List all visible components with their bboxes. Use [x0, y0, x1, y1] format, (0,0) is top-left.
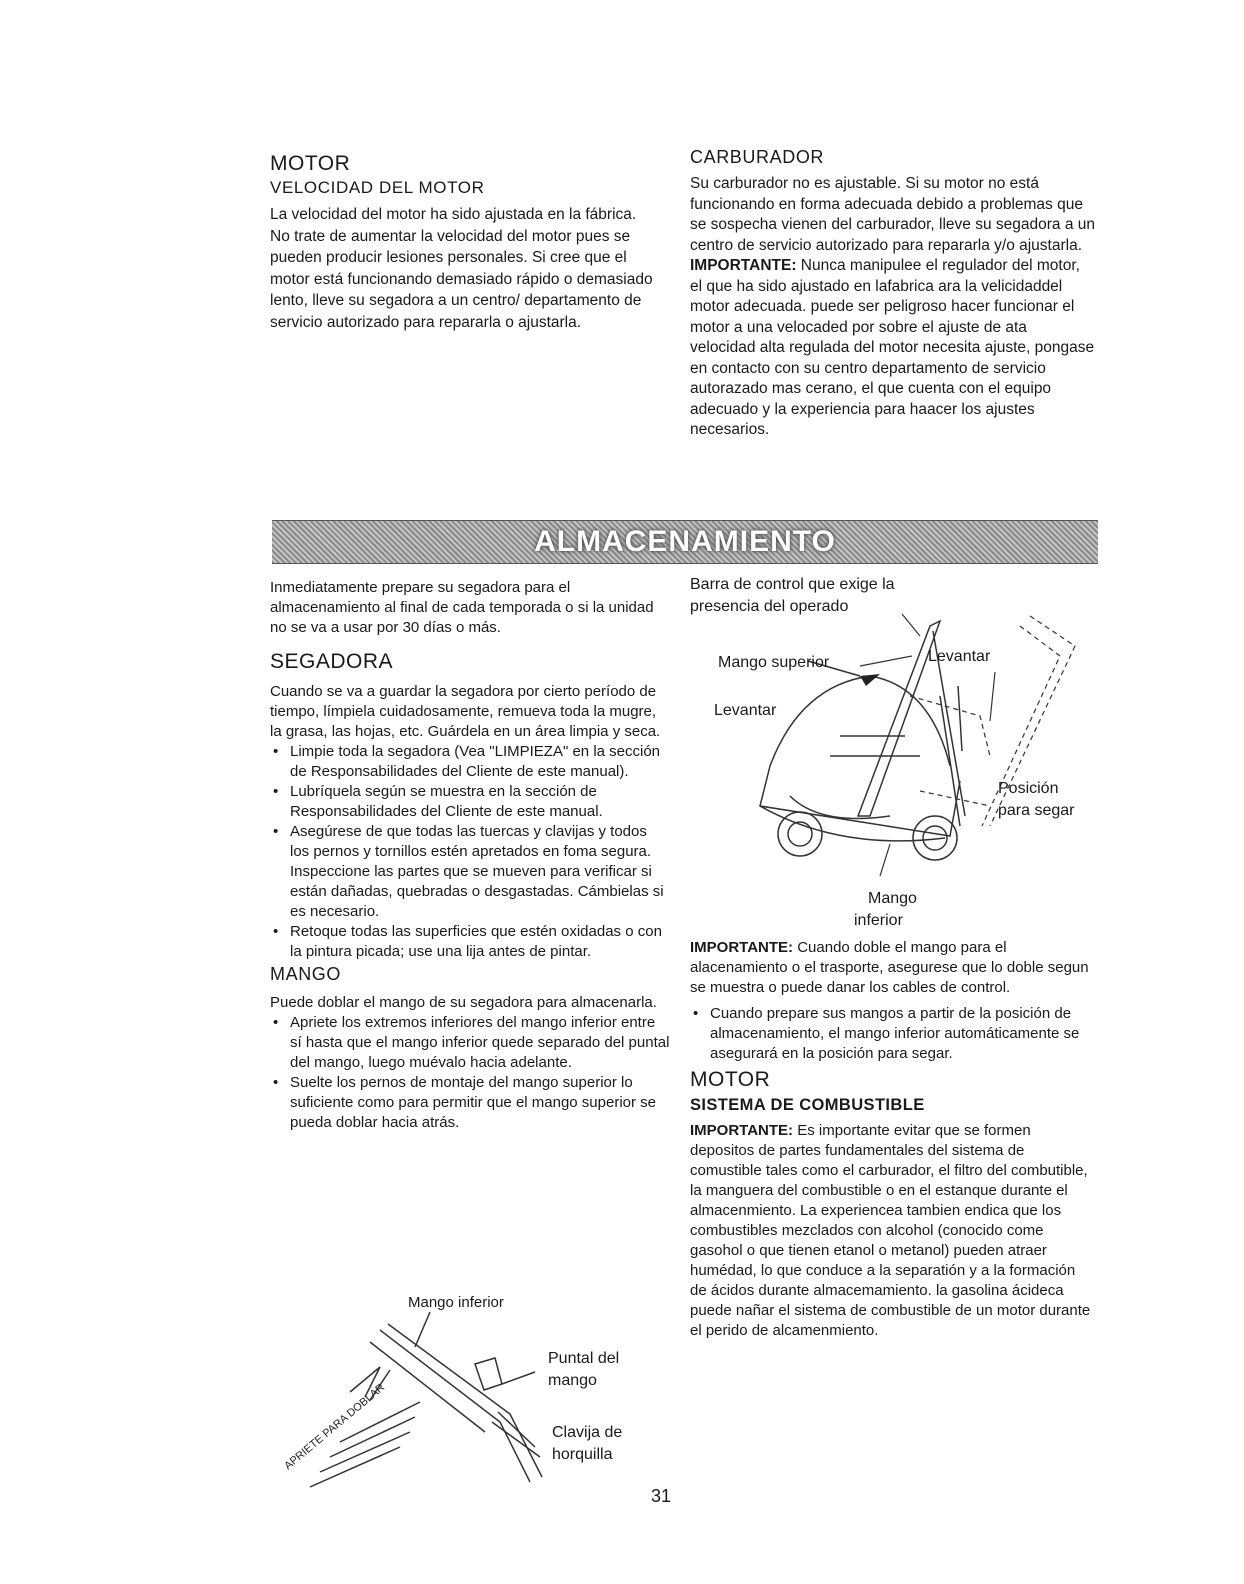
carburador-section [690, 147, 1095, 441]
segadora-text: Cuando se va a guardar la segadora por cierto período de tiempo, límpiela cuidadosamente, remueva toda la mugre, la grasa, las hojas, etc. Guárdela en un área limpia y seca. [270, 683, 661, 740]
label-clavija-2: horquilla [552, 1446, 613, 1463]
important-text: Nunca manipulee el regulador del motor, el que ha sido ajustado en lafabrica ara la velicidaddel motor adecuada. puede ser peligroso hacer funcionar el motor a una velocaded por sobre el ajuste de ata velocidad alta regulada del motor necesita ajuste, pongase en contacto con su centro departamento de servicio autorazado mas cerano, el que cuenta con el equipo adecuado y la experiencia para haacer los ajustes necesarios. [690, 257, 1095, 438]
mower-illustration [690, 576, 1100, 936]
list-item: • Lubríquela según se muestra en la sección de Responsabilidades del Cliente de este manual. [270, 782, 670, 822]
label-mango-inferior-right: Mango [868, 890, 917, 907]
important-label: IMPORTANTE: [690, 1122, 794, 1139]
mower-figure [690, 576, 1100, 936]
label-clavija: Clavija de [552, 1424, 623, 1441]
carburador-important [690, 256, 1095, 441]
subtitle-velocidad: VELOCIDAD DEL MOTOR [270, 178, 485, 197]
list-item: • Apriete los extremos inferiores del mango inferior entre sí hasta que el mango inferior quede separado del puntal del mango, luego muévalo hacia adelante. [270, 1013, 670, 1073]
label-mango-inferior-right-2: inferior [854, 912, 903, 929]
label-levantar-top: Levantar [928, 648, 991, 665]
list-item: • Limpie toda la segadora (Vea "LIMPIEZA" en la sección de Responsabilidades del Cliente de este manual). [270, 742, 670, 782]
carburador-text: Su carburador no es ajustable. Si su motor no está funcionando en forma adecuada debido a problemas que se sospecha vienen del carburador, lleve su segadora a un centro de servicio autorizado para repararla y/o ajustarla. [690, 175, 1095, 254]
combustible-text [690, 1121, 1095, 1341]
handle-bullets [690, 1004, 1095, 1064]
label-levantar-left: Levantar [714, 702, 777, 719]
intro-text: Inmediatamente prepare su segadora para el almacenamiento al final de cada temporada o si la unidad no se va a usar por 30 días o más. [270, 579, 654, 636]
important-text: Cuando doble el mango para el alacenamiento o el trasporte, asegurese que lo doble segun se muestra o puede danar los cables de control. [690, 939, 1089, 996]
segadora-bullets [270, 742, 670, 962]
storage-left-column [270, 578, 670, 1133]
almacenamiento-banner [272, 520, 1098, 564]
label-mango-superior: Mango superior [718, 654, 830, 671]
list-item: • Cuando prepare sus mangos a partir de la posición de almacenamiento, el mango inferior automáticamente se asegurará en la posición para segar. [690, 1004, 1095, 1064]
label-puntal-2: mango [548, 1372, 597, 1389]
handle-important [690, 938, 1095, 998]
arrow-text: APRIETE PARA DOBLAR [282, 1381, 388, 1473]
list-item: • Retoque todas las superficies que estén oxidadas o con la pintura picada; use una lija antes de pintar. [270, 922, 670, 962]
list-item: • Suelte los pernos de montaje del mango superior lo suficiente como para permitir que el mango superior se pueda doblar hacia atrás. [270, 1073, 670, 1133]
label-posicion: Posición [998, 780, 1059, 797]
label-puntal: Puntal del [548, 1350, 620, 1367]
combustible-title: SISTEMA DE COMBUSTIBLE [690, 1096, 925, 1114]
label-posicion-2: para segar [998, 802, 1075, 819]
page-number: 31 [651, 1486, 672, 1506]
motor-section [270, 152, 660, 333]
mango-bullets [270, 1013, 670, 1133]
mango-title: MANGO [270, 964, 342, 984]
label-mango-inferior: Mango inferior [408, 1294, 504, 1311]
banner-title: ALMACENAMIENTO [534, 525, 836, 558]
mango-text: Puede doblar el mango de su segadora para almacenarla. [270, 994, 657, 1011]
velocidad-text: La velocidad del motor ha sido ajustada en la fábrica. No trate de aumentar la velocidad del motor pues se pueden producir lesiones personales. Si cree que el motor está funcionando demasiado rápido o demasiado lento, lleve su segadora a un centro/ departamento de servicio autorizado para repararla o ajustarla. [270, 206, 653, 331]
motor-title-2: MOTOR [690, 1068, 771, 1091]
combustible-body: Es importante evitar que se formen depositos de partes fundamentales del sistema de comustible tales como el carburador, el filtro del combutible, la manguera del combustible o en el estanque durante el almacenmiento. La experiencea tambien endica que los combustibles mezclados con alcohol (conocido come gasohol o que tienen etanol o metanol) pueden atraer humédad, lo que conduce a la separatión y a la formación de ácidos durante almacemamiento. la gasolina ácideca puede nañar el sistema de combustible de un motor durante el perido de alcamenmiento. [690, 1122, 1091, 1339]
important-label: IMPORTANTE: [690, 939, 794, 956]
storage-right-column [690, 938, 1095, 1341]
segadora-title: SEGADORA [270, 650, 394, 673]
fold-handle-figure [270, 1292, 670, 1502]
fig-caption-1: Barra de control que exige la [690, 576, 895, 593]
fig-caption-2: presencia del operado [690, 598, 849, 615]
fold-handle-illustration [270, 1292, 670, 1502]
important-label: IMPORTANTE: [690, 257, 797, 274]
carburador-title: CARBURADOR [690, 147, 825, 167]
section-title-motor: MOTOR [270, 152, 351, 175]
list-item: • Asegúrese de que todas las tuercas y clavijas y todos los pernos y tornillos estén apretados en foma segura. Inspeccione las partes que se mueven para verificar si están dañadas, quebradas o desgastadas. Cámbielas si es necesario. [270, 822, 670, 922]
